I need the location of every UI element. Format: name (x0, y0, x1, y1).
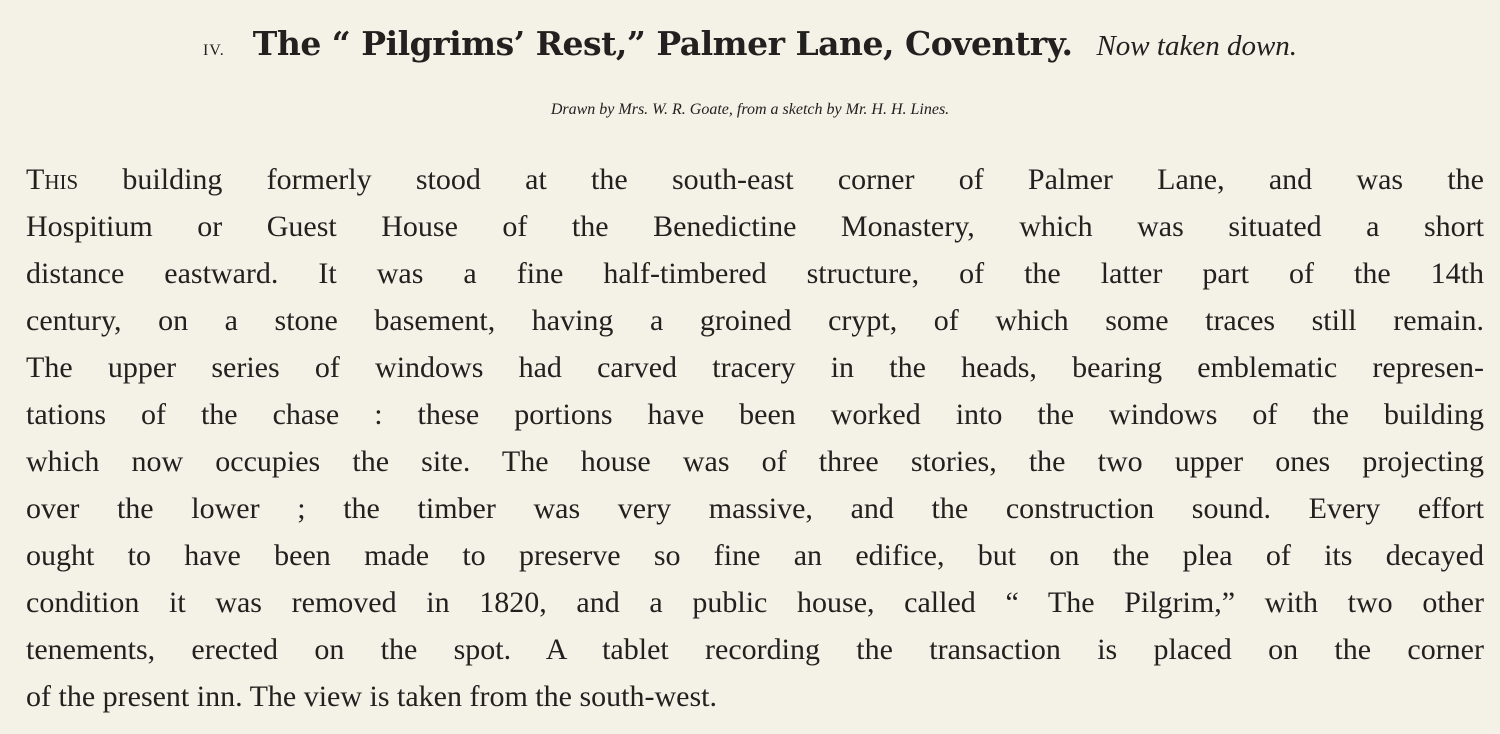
text-line: of the present inn. The view is taken from the south-west. (26, 680, 717, 713)
text-line (26, 156, 1484, 203)
text-line: condition it was removed in 1820, and a public house, called “ The Pilgrim,” with two other (26, 586, 1484, 619)
text-line: The upper series of windows had carved tracery in the heads, bearing emblematic represen- (26, 351, 1484, 384)
first-word: This (26, 163, 79, 196)
text-line: tations of the chase : these portions have been worked into the windows of the building (26, 398, 1484, 431)
illustration-credit: Drawn by Mrs. W. R. Goate, from a sketch by Mr. H. H. Lines. (550, 101, 950, 118)
text-line: Hospitium or Guest House of the Benedictine Monastery, which was situated a short (26, 210, 1484, 243)
plate-note: Now taken down. (1096, 30, 1298, 62)
text-line: which now occupies the site. The house was of three stories, the two upper ones projecting (26, 445, 1484, 478)
body-paragraph (26, 156, 1484, 720)
text-line: distance eastward. It was a fine half-timbered structure, of the latter part of the 14th (26, 257, 1484, 290)
text-line-content: building formerly stood at the south-east corner of Palmer Lane, and was the (78, 163, 1484, 196)
text-line: ought to have been made to preserve so fine an edifice, but on the plea of its decayed (26, 539, 1484, 572)
plate-title: The “ Pilgrims’ Rest,” Palmer Lane, Coventry. (252, 24, 1073, 63)
text-line: tenements, erected on the spot. A tablet recording the transaction is placed on the corner (26, 633, 1484, 666)
text-line: century, on a stone basement, having a groined crypt, of which some traces still remain. (26, 304, 1484, 337)
plate-heading (0, 20, 1500, 75)
text-line: over the lower ; the timber was very massive, and the construction sound. Every effort (26, 492, 1484, 525)
plate-number: IV. (202, 42, 225, 59)
